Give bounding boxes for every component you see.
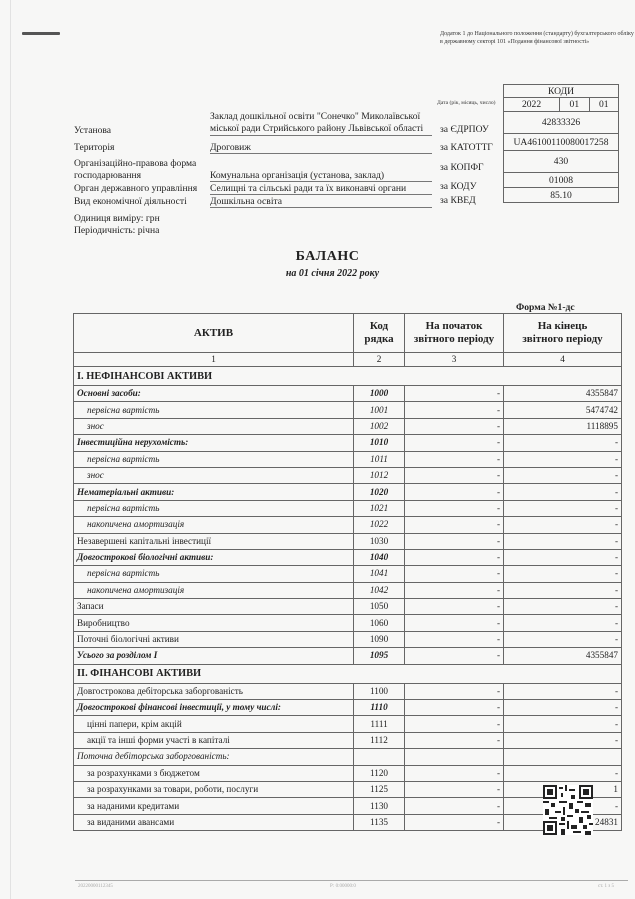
authority-value: Селищні та сільські ради та їх виконавчі органи [210, 183, 432, 195]
form-number: Форма №1-дс [516, 302, 575, 313]
header-asset: АКТИВ [74, 314, 354, 353]
code-kodu: 01008 [504, 173, 619, 188]
table-row: Поточна дебіторська заборгованість: [74, 749, 622, 765]
codes-table [503, 84, 619, 203]
territory-label: Територія [74, 142, 115, 153]
footer-divider [75, 880, 628, 881]
institution-value [210, 111, 432, 136]
authority-label: Орган державного управління [74, 183, 198, 194]
table-row-total: Усього за розділом І 1095 - 4355847 [74, 648, 622, 664]
section-header: І. НЕФІНАНСОВІ АКТИВИ [74, 367, 622, 386]
legal-form-label-1: Організаційно-правова форма [74, 158, 197, 169]
table-row: Виробництво 1060 - - [74, 615, 622, 631]
table-row: Поточні біологічні активи 1090 - - [74, 631, 622, 647]
codes-header: КОДИ [504, 85, 619, 98]
balance-table [73, 313, 622, 831]
table-row: Запаси 1050 - - [74, 599, 622, 615]
kved-label: за КВЕД [440, 195, 476, 206]
table-row: Основні засоби: 1000 - 4355847 [74, 386, 622, 402]
table-row: акції та інші форми участі в капіталі 1112 - - [74, 732, 622, 748]
unit-of-measure: Одиниця виміру: грн [74, 213, 160, 224]
table-row: за виданими авансами 1135 - 24831 [74, 814, 622, 830]
institution-label: Установа [74, 125, 112, 136]
annex-note: Додаток 1 до Національного положення (стандарту) бухгалтерського обліку в державному секторі 101 «Подання фінансової звітності» [440, 31, 634, 45]
table-row: накопичена амортизація 1042 - - [74, 582, 622, 598]
edrpou-label: за ЄДРПОУ [440, 124, 489, 135]
code-kved: 85.10 [504, 188, 619, 203]
table-row: первісна вартість 1011 - - [74, 451, 622, 467]
document-title: БАЛАНС [295, 249, 360, 264]
code-day: 01 [589, 98, 618, 112]
table-row: за наданими кредитами 1130 - - [74, 798, 622, 814]
footer-middle: Р: 0:00000:0 [330, 884, 356, 889]
code-month: 01 [560, 98, 589, 112]
header-end: На кінець звітного періоду [504, 314, 622, 353]
table-row: Довгострокові фінансові інвестиції, у тому числі: 1110 - - [74, 700, 622, 716]
table-row: знос 1002 - 1118895 [74, 418, 622, 434]
table-row: за розрахунками з бюджетом 1120 - - [74, 765, 622, 781]
legal-form-value: Комунальна організація (установа, заклад) [210, 170, 432, 182]
institution-line-2: міської ради Стрийського району Львівської області [210, 123, 424, 134]
page-edge [10, 0, 11, 899]
table-row: Незавершені капітальні інвестиції 1030 - - [74, 533, 622, 549]
footer-page: ст. 1 з 5 [598, 884, 615, 889]
code-kopfg: 430 [504, 151, 619, 173]
header-code: Код рядка [354, 314, 405, 353]
table-header [74, 314, 622, 353]
table-row: Довгострокові біологічні активи: 1040 - - [74, 549, 622, 565]
column-numbers: 1 2 3 4 [74, 353, 622, 367]
periodicity: Періодичність: річна [74, 225, 160, 236]
activity-label: Вид економічної діяльності [74, 196, 187, 207]
legal-form-label-2: господарювання [74, 170, 142, 181]
table-row: Інвестиційна нерухомість: 1010 - - [74, 435, 622, 451]
activity-value: Дошкільна освіта [210, 196, 432, 208]
territory-value: Дроговиж [210, 142, 432, 154]
table-row: цінні папери, крім акцій 1111 - - [74, 716, 622, 732]
table-row: первісна вартість 1021 - - [74, 500, 622, 516]
table-row: Нематеріальні активи: 1020 - - [74, 484, 622, 500]
code-edrpou: 42833326 [504, 112, 619, 134]
table-row: накопичена амортизація 1022 - - [74, 517, 622, 533]
section-header: ІІ. ФІНАНСОВІ АКТИВИ [74, 664, 622, 683]
date-label: Дата (рік, місяць, число) [437, 100, 496, 106]
kodu-label: за КОДУ [440, 181, 477, 192]
footer-left: 20220000112345 [78, 884, 113, 889]
table-row: знос 1012 - - [74, 467, 622, 483]
header-start: На початок звітного періоду [405, 314, 504, 353]
institution-line-1: Заклад дошкільної освіти "Сонечко" Миколаївської [210, 111, 421, 122]
code-year: 2022 [504, 98, 560, 112]
table-row: первісна вартість 1001 - 5474742 [74, 402, 622, 418]
code-katottg: UA46100110080017258 [504, 134, 619, 151]
document-date: на 01 січня 2022 року [285, 268, 380, 279]
qr-code-icon [543, 785, 593, 835]
katottg-label: за КАТОТТГ [440, 142, 493, 153]
scan-mark [22, 32, 60, 35]
kopfg-label: за КОПФГ [440, 162, 484, 173]
units-block [74, 213, 160, 237]
table-row: первісна вартість 1041 - - [74, 566, 622, 582]
table-row: за розрахунками за товари, роботи, послуги 1125 - 1 [74, 781, 622, 797]
table-row: Довгострокова дебіторська заборгованість 1100 - - [74, 683, 622, 699]
